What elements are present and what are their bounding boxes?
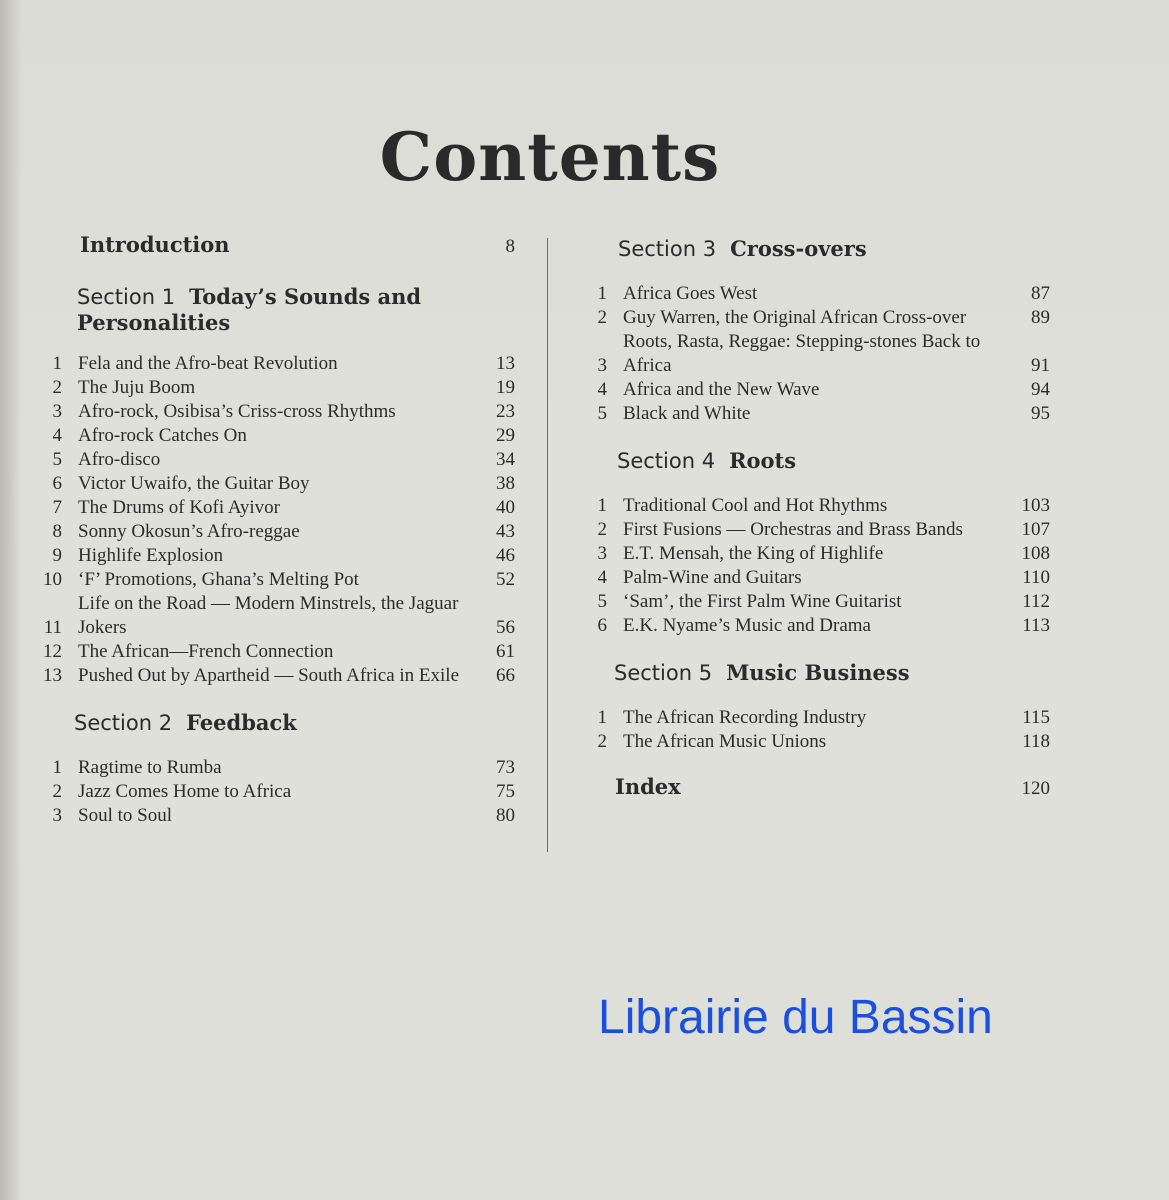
entry-number: 6	[597, 615, 607, 636]
section-5-name: Music Business	[726, 660, 910, 685]
toc-entry	[585, 614, 1050, 638]
entry-page: 34	[496, 449, 515, 470]
toc-entry	[40, 804, 515, 828]
entry-number: 1	[597, 495, 607, 516]
entry-title: The African Music Unions	[623, 731, 827, 752]
entry-title: Traditional Cool and Hot Rhythms	[623, 495, 888, 516]
entry-title: Afro-disco	[78, 449, 161, 470]
section-5-number: Section 5	[614, 661, 713, 685]
entry-title: Pushed Out by Apartheid — South Africa in Exile	[78, 665, 460, 686]
entry-title: Highlife Explosion	[78, 545, 224, 566]
entry-number: 2	[597, 731, 607, 752]
entry-title: Sonny Okosun’s Afro-reggae	[78, 521, 300, 542]
entry-number: 1	[52, 757, 62, 778]
entry-page: 29	[496, 425, 515, 446]
section-1-entries	[40, 352, 515, 688]
index-page: 120	[1021, 778, 1050, 799]
entry-number: 3	[52, 401, 62, 422]
entry-number: 2	[52, 377, 62, 398]
section-3-name: Cross-overs	[730, 236, 867, 261]
entry-number: 1	[597, 707, 607, 728]
entry-page: 103	[1021, 495, 1050, 516]
entry-page: 91	[1031, 355, 1050, 376]
toc-entry	[40, 568, 515, 592]
section-5-heading	[614, 660, 1050, 686]
right-column	[585, 236, 1050, 800]
section-3-number: Section 3	[618, 237, 717, 261]
toc-entry	[585, 378, 1050, 402]
section-3	[585, 236, 1050, 262]
section-2-name: Feedback	[186, 710, 297, 735]
entry-page: 110	[1022, 567, 1050, 588]
entry-number: 4	[597, 567, 607, 588]
section-3-heading	[618, 236, 1050, 262]
toc-entry	[40, 592, 515, 640]
toc-entry	[40, 472, 515, 496]
entry-title: Roots, Rasta, Reggae: Stepping-stones Back to Africa	[623, 331, 981, 376]
entry-number: 1	[52, 353, 62, 374]
entry-number: 8	[52, 521, 62, 542]
entry-number: 1	[597, 283, 607, 304]
entry-page: 66	[496, 665, 515, 686]
entry-page: 13	[496, 353, 515, 374]
entry-title: Ragtime to Rumba	[78, 757, 222, 778]
toc-entry	[585, 566, 1050, 590]
entry-page: 23	[496, 401, 515, 422]
entry-page: 107	[1021, 519, 1050, 540]
entry-title: The African Recording Industry	[623, 707, 867, 728]
entry-page: 118	[1022, 731, 1050, 752]
entry-title: Guy Warren, the Original African Cross-over	[623, 307, 967, 328]
entry-title: First Fusions — Orchestras and Brass Bands	[623, 519, 963, 540]
column-divider	[547, 238, 548, 852]
entry-number: 13	[43, 665, 62, 686]
entry-number: 6	[52, 473, 62, 494]
section-1-heading	[77, 284, 477, 336]
introduction-entry	[40, 232, 515, 258]
section-4-entries	[585, 494, 1050, 638]
toc-entry	[585, 402, 1050, 426]
entry-number: 11	[43, 617, 62, 638]
section-1-number: Section 1	[77, 285, 176, 309]
section-5-entries	[585, 706, 1050, 754]
entry-number: 5	[597, 403, 607, 424]
entry-number: 3	[52, 805, 62, 826]
entry-title: The Drums of Kofi Ayivor	[78, 497, 280, 518]
toc-entry	[40, 376, 515, 400]
section-4-name: Roots	[729, 448, 797, 473]
entry-page: 94	[1031, 379, 1050, 400]
entry-title: ‘Sam’, the First Palm Wine Guitarist	[623, 591, 902, 612]
toc-entry	[40, 496, 515, 520]
entry-page: 80	[496, 805, 515, 826]
entry-page: 56	[496, 617, 515, 638]
toc-entry	[585, 306, 1050, 330]
entry-title: Black and White	[623, 403, 751, 424]
entry-number: 12	[43, 641, 62, 662]
section-2-heading	[74, 710, 515, 736]
entry-title: E.K. Nyame’s Music and Drama	[623, 615, 871, 636]
entry-title: The African—French Connection	[78, 641, 334, 662]
section-4-number: Section 4	[617, 449, 716, 473]
entry-page: 61	[496, 641, 515, 662]
toc-entry	[40, 352, 515, 376]
toc-entry	[585, 518, 1050, 542]
entry-number: 5	[52, 449, 62, 470]
entry-page: 46	[496, 545, 515, 566]
entry-title: E.T. Mensah, the King of Highlife	[623, 543, 884, 564]
section-2	[40, 710, 515, 736]
entry-title: Afro-rock Catches On	[78, 425, 247, 446]
entry-title: Soul to Soul	[78, 805, 172, 826]
toc-entry	[40, 448, 515, 472]
entry-number: 7	[52, 497, 62, 518]
entry-number: 4	[597, 379, 607, 400]
entry-page: 19	[496, 377, 515, 398]
toc-entry	[585, 282, 1050, 306]
entry-page: 89	[1031, 307, 1050, 328]
toc-entry	[585, 330, 1050, 378]
entry-page: 113	[1022, 615, 1050, 636]
entry-title: Africa and the New Wave	[623, 379, 820, 400]
entry-title: Fela and the Afro-beat Revolution	[78, 353, 338, 374]
entry-title: Jazz Comes Home to Africa	[78, 781, 292, 802]
entry-number: 9	[52, 545, 62, 566]
entry-page: 87	[1031, 283, 1050, 304]
entry-page: 112	[1022, 591, 1050, 612]
entry-page: 38	[496, 473, 515, 494]
index-entry	[585, 774, 1050, 800]
index-label: Index	[615, 774, 681, 799]
entry-title: Life on the Road — Modern Minstrels, the Jaguar Jokers	[78, 593, 459, 638]
entry-page: 43	[496, 521, 515, 542]
toc-entry	[40, 520, 515, 544]
toc-entry	[40, 780, 515, 804]
toc-entry	[585, 590, 1050, 614]
entry-number: 5	[597, 591, 607, 612]
entry-number: 2	[597, 519, 607, 540]
entry-page: 75	[496, 781, 515, 802]
entry-title: ‘F’ Promotions, Ghana’s Melting Pot	[78, 569, 359, 590]
entry-title: The Juju Boom	[78, 377, 196, 398]
toc-entry	[40, 664, 515, 688]
entry-number: 3	[597, 355, 607, 376]
entry-title: Victor Uwaifo, the Guitar Boy	[78, 473, 310, 494]
entry-number: 3	[597, 543, 607, 564]
section-2-entries	[40, 756, 515, 828]
section-4	[585, 448, 1050, 474]
entry-page: 40	[496, 497, 515, 518]
entry-number: 10	[43, 569, 62, 590]
section-1-name: Today’s Sounds and Personalities	[77, 284, 422, 335]
section-4-heading	[617, 448, 1050, 474]
toc-entry	[40, 756, 515, 780]
introduction-label: Introduction	[80, 232, 230, 257]
entry-page: 115	[1022, 707, 1050, 728]
entry-page: 108	[1021, 543, 1050, 564]
toc-entry	[40, 400, 515, 424]
toc-entry	[585, 730, 1050, 754]
section-1	[40, 284, 477, 336]
entry-title: Afro-rock, Osibisa’s Criss-cross Rhythms	[78, 401, 396, 422]
introduction-page: 8	[505, 236, 515, 257]
entry-number: 2	[52, 781, 62, 802]
entry-title: Palm-Wine and Guitars	[623, 567, 802, 588]
entry-page: 52	[496, 569, 515, 590]
toc-entry	[40, 544, 515, 568]
toc-entry	[585, 542, 1050, 566]
toc-entry	[40, 424, 515, 448]
entry-page: 95	[1031, 403, 1050, 424]
entry-number: 4	[52, 425, 62, 446]
entry-page: 73	[496, 757, 515, 778]
toc-entry	[585, 494, 1050, 518]
entry-number: 2	[597, 307, 607, 328]
page-title: Contents	[379, 118, 721, 196]
section-5	[585, 660, 1050, 686]
toc-entry	[40, 640, 515, 664]
toc-entry	[585, 706, 1050, 730]
watermark-text: Librairie du Bassin	[598, 991, 993, 1044]
section-3-entries	[585, 282, 1050, 426]
left-column	[40, 232, 515, 828]
entry-title: Africa Goes West	[623, 283, 758, 304]
section-2-number: Section 2	[74, 711, 173, 735]
